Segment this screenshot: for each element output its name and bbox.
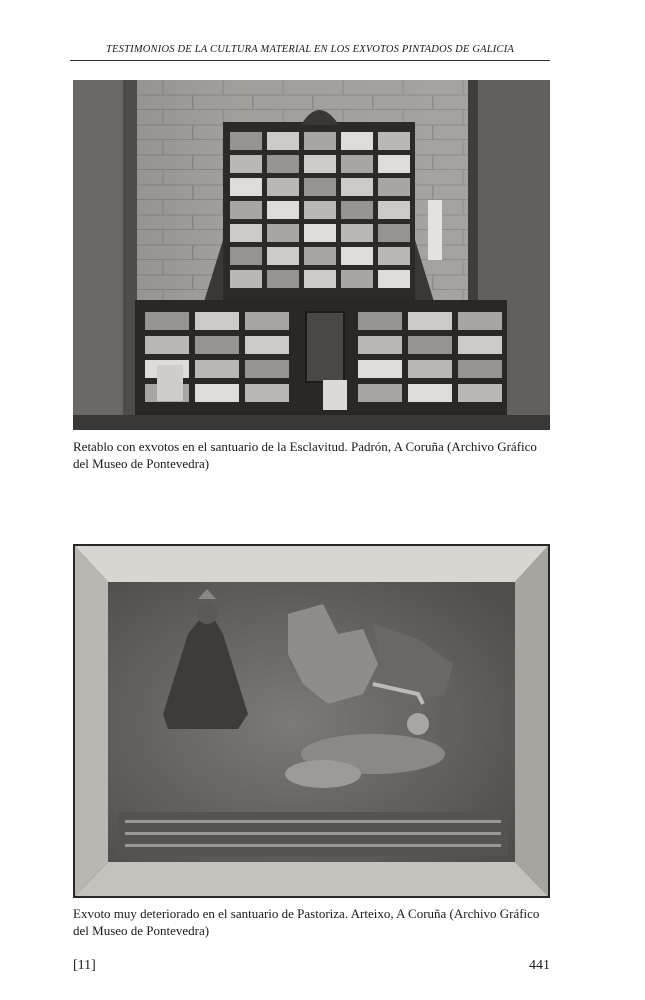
votive-cell <box>378 270 410 288</box>
votive-cell <box>458 336 502 354</box>
votive-cell <box>267 201 299 219</box>
votive-cell <box>304 201 336 219</box>
votive-cell <box>195 336 239 354</box>
votive-cell <box>245 384 289 402</box>
section-number: [11] <box>73 958 96 973</box>
votive-cell <box>358 312 402 330</box>
votive-cell <box>341 178 373 196</box>
figure-caption-2: Exvoto muy deteriorado en el santuario de Pastoriza. Arteixo, A Coruña (Archivo Gráfico del Museo de Pontevedra) <box>73 906 540 938</box>
votive-cell <box>341 155 373 173</box>
votive-cell <box>458 312 502 330</box>
votive-cell <box>358 336 402 354</box>
votive-cell <box>230 178 262 196</box>
votive-cell <box>230 270 262 288</box>
votive-cell <box>304 247 336 265</box>
votive-cell <box>408 360 452 378</box>
votive-cell <box>267 178 299 196</box>
votive-cell <box>341 270 373 288</box>
votive-cell <box>458 384 502 402</box>
votive-cell <box>304 132 336 150</box>
votive-cell <box>304 270 336 288</box>
votive-cell <box>341 247 373 265</box>
votive-cell <box>245 312 289 330</box>
votive-cell <box>230 132 262 150</box>
votive-painting-photo <box>73 544 550 898</box>
votive-cell <box>408 312 452 330</box>
votive-cell <box>267 224 299 242</box>
votive-cell <box>245 360 289 378</box>
votive-cell <box>195 360 239 378</box>
running-header: TESTIMONIOS DE LA CULTURA MATERIAL EN LOS EXVOTOS PINTADOS DE GALICIA <box>105 44 515 55</box>
votive-cell <box>304 155 336 173</box>
votive-cell <box>267 155 299 173</box>
votive-cell <box>358 360 402 378</box>
votive-cell <box>408 336 452 354</box>
votive-cell <box>145 336 189 354</box>
header-rule <box>70 60 550 61</box>
votive-cell <box>304 224 336 242</box>
votive-cell <box>408 384 452 402</box>
votive-cell <box>341 132 373 150</box>
votive-cell <box>378 155 410 173</box>
votive-cell <box>378 247 410 265</box>
votive-cell <box>230 247 262 265</box>
votive-cell <box>267 247 299 265</box>
votive-cell <box>230 201 262 219</box>
votive-cell <box>458 360 502 378</box>
votive-cell <box>378 178 410 196</box>
votive-cell <box>230 155 262 173</box>
altarpiece-photo <box>73 80 550 430</box>
votive-cell <box>267 270 299 288</box>
votive-cell <box>230 224 262 242</box>
upper-votive-cells <box>230 132 410 288</box>
votive-cell <box>341 224 373 242</box>
votive-cell <box>378 132 410 150</box>
inscription-line <box>125 820 501 823</box>
votive-cell <box>145 312 189 330</box>
votive-cell <box>195 312 239 330</box>
inscription-line <box>125 844 501 847</box>
votive-cell <box>378 224 410 242</box>
votive-cell <box>304 178 336 196</box>
votive-cell <box>195 384 239 402</box>
page-number: 441 <box>529 958 550 973</box>
votive-cell <box>358 384 402 402</box>
figure-caption-1: Retablo con exvotos en el santuario de la Esclavitud. Padrón, A Coruña (Archivo Gráfico del Museo de Pontevedra) <box>73 439 537 471</box>
inscription-line <box>125 832 501 835</box>
votive-cell <box>245 336 289 354</box>
votive-cell <box>378 201 410 219</box>
votive-cell <box>341 201 373 219</box>
votive-cell <box>267 132 299 150</box>
